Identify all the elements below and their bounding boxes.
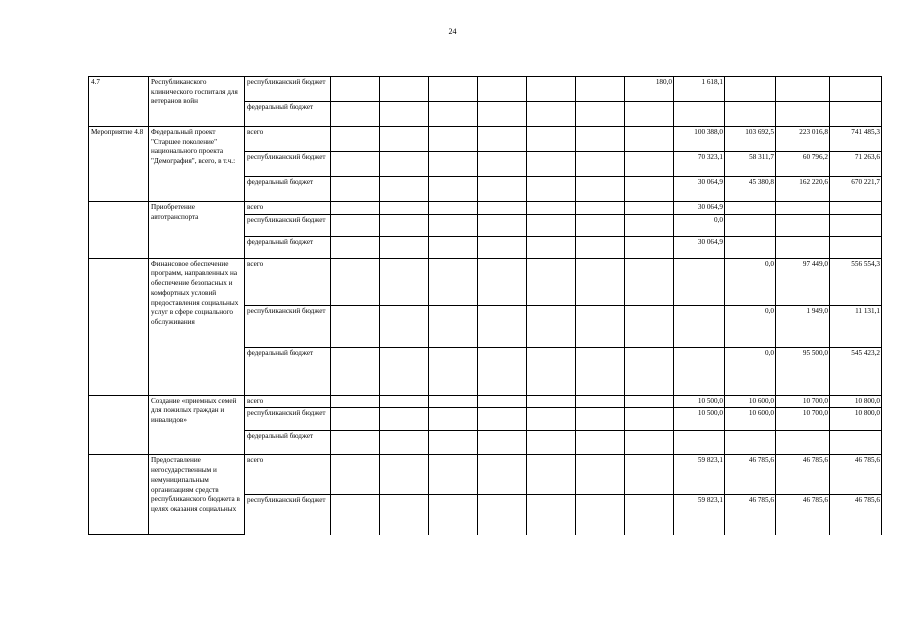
empty-cell <box>429 305 478 347</box>
table-row <box>89 127 882 152</box>
table-row <box>89 395 882 408</box>
empty-cell <box>429 347 478 395</box>
empty-cell <box>478 395 527 408</box>
amount-cell <box>625 495 674 535</box>
amount-cell <box>674 258 725 305</box>
amount-cell <box>625 408 674 431</box>
empty-cell <box>576 214 625 236</box>
empty-cell <box>478 202 527 215</box>
empty-cell <box>331 102 380 127</box>
row-number-cell <box>89 258 149 395</box>
amount-cell: 556 554,3 <box>830 258 882 305</box>
amount-cell <box>830 77 882 102</box>
amount-cell: 103 692,5 <box>725 127 776 152</box>
row-number-cell: 4.7 <box>89 77 149 127</box>
amount-cell: 545 423,2 <box>830 347 882 395</box>
amount-cell: 46 785,6 <box>725 495 776 535</box>
amount-cell: 59 823,1 <box>674 455 725 495</box>
amount-cell <box>725 236 776 258</box>
amount-cell <box>776 236 830 258</box>
funding-source-cell: федеральный бюджет <box>245 347 331 395</box>
activity-name-cell: Создание «приемных семей для пожилых граждан и инвалидов» <box>149 395 245 455</box>
empty-cell <box>576 77 625 102</box>
empty-cell <box>380 431 429 455</box>
empty-cell <box>331 395 380 408</box>
funding-source-cell: федеральный бюджет <box>245 431 331 455</box>
empty-cell <box>380 236 429 258</box>
amount-cell <box>625 236 674 258</box>
empty-cell <box>478 214 527 236</box>
empty-cell <box>331 305 380 347</box>
empty-cell <box>429 495 478 535</box>
amount-cell: 97 449,0 <box>776 258 830 305</box>
empty-cell <box>429 258 478 305</box>
empty-cell <box>429 408 478 431</box>
empty-cell <box>429 395 478 408</box>
amount-cell: 10 600,0 <box>725 395 776 408</box>
funding-source-cell: всего <box>245 395 331 408</box>
empty-cell <box>331 408 380 431</box>
empty-cell <box>576 202 625 215</box>
amount-cell: 0,0 <box>725 347 776 395</box>
empty-cell <box>527 455 576 495</box>
amount-cell <box>725 214 776 236</box>
empty-cell <box>478 258 527 305</box>
empty-cell <box>478 177 527 202</box>
amount-cell <box>625 305 674 347</box>
empty-cell <box>478 77 527 102</box>
activity-name-cell: Федеральный проект "Старшее поколение" национального проекта "Демография", всего, в т.ч.: <box>149 127 245 202</box>
empty-cell <box>478 152 527 177</box>
amount-cell: 70 323,1 <box>674 152 725 177</box>
empty-cell <box>380 214 429 236</box>
empty-cell <box>429 236 478 258</box>
empty-cell <box>380 347 429 395</box>
funding-source-cell: федеральный бюджет <box>245 177 331 202</box>
amount-cell: 30 064,9 <box>674 236 725 258</box>
empty-cell <box>576 455 625 495</box>
empty-cell <box>576 395 625 408</box>
empty-cell <box>380 495 429 535</box>
empty-cell <box>527 431 576 455</box>
empty-cell <box>380 395 429 408</box>
empty-cell <box>380 77 429 102</box>
activity-name-cell: Республиканского клинического госпиталя для ветеранов войн <box>149 77 245 127</box>
empty-cell <box>576 127 625 152</box>
amount-cell <box>776 214 830 236</box>
amount-cell <box>625 258 674 305</box>
empty-cell <box>576 431 625 455</box>
empty-cell <box>527 408 576 431</box>
empty-cell <box>331 431 380 455</box>
table-row <box>89 202 882 215</box>
amount-cell: 162 220,6 <box>776 177 830 202</box>
amount-cell: 46 785,6 <box>776 495 830 535</box>
empty-cell <box>380 177 429 202</box>
amount-cell <box>625 202 674 215</box>
amount-cell <box>625 127 674 152</box>
amount-cell: 670 221,7 <box>830 177 882 202</box>
funding-source-cell: республиканский бюджет <box>245 408 331 431</box>
empty-cell <box>331 202 380 215</box>
amount-cell: 46 785,6 <box>725 455 776 495</box>
amount-cell: 46 785,6 <box>830 455 882 495</box>
amount-cell <box>830 236 882 258</box>
amount-cell <box>674 102 725 127</box>
empty-cell <box>429 177 478 202</box>
row-number-cell: Мероприятие 4.8 <box>89 127 149 202</box>
amount-cell: 10 700,0 <box>776 395 830 408</box>
empty-cell <box>576 152 625 177</box>
amount-cell <box>625 177 674 202</box>
amount-cell: 10 800,0 <box>830 395 882 408</box>
empty-cell <box>331 152 380 177</box>
amount-cell <box>776 431 830 455</box>
empty-cell <box>478 305 527 347</box>
amount-cell <box>674 305 725 347</box>
empty-cell <box>331 258 380 305</box>
empty-cell <box>331 347 380 395</box>
amount-cell <box>625 152 674 177</box>
empty-cell <box>576 305 625 347</box>
amount-cell: 0,0 <box>725 258 776 305</box>
activity-name-cell: Предоставление негосударственным и немуниципальным организациям средств республиканского бюджета в целях оказания социальных <box>149 455 245 535</box>
empty-cell <box>576 408 625 431</box>
amount-cell: 10 500,0 <box>674 395 725 408</box>
amount-cell: 1 949,0 <box>776 305 830 347</box>
empty-cell <box>478 127 527 152</box>
amount-cell: 59 823,1 <box>674 495 725 535</box>
empty-cell <box>380 202 429 215</box>
empty-cell <box>527 347 576 395</box>
amount-cell <box>725 431 776 455</box>
row-number-cell <box>89 455 149 535</box>
amount-cell <box>830 102 882 127</box>
amount-cell: 10 500,0 <box>674 408 725 431</box>
empty-cell <box>478 455 527 495</box>
empty-cell <box>527 214 576 236</box>
empty-cell <box>576 177 625 202</box>
funding-source-cell: республиканский бюджет <box>245 495 331 535</box>
amount-cell <box>674 431 725 455</box>
empty-cell <box>331 77 380 102</box>
empty-cell <box>527 258 576 305</box>
amount-cell <box>725 102 776 127</box>
empty-cell <box>576 258 625 305</box>
amount-cell <box>625 214 674 236</box>
empty-cell <box>429 214 478 236</box>
empty-cell <box>527 177 576 202</box>
amount-cell <box>725 77 776 102</box>
funding-source-cell: федеральный бюджет <box>245 102 331 127</box>
empty-cell <box>331 127 380 152</box>
empty-cell <box>429 152 478 177</box>
empty-cell <box>429 102 478 127</box>
amount-cell <box>776 202 830 215</box>
amount-cell <box>625 395 674 408</box>
empty-cell <box>429 127 478 152</box>
amount-cell <box>725 202 776 215</box>
amount-cell: 223 016,8 <box>776 127 830 152</box>
empty-cell <box>527 305 576 347</box>
amount-cell: 45 380,8 <box>725 177 776 202</box>
empty-cell <box>380 305 429 347</box>
empty-cell <box>527 236 576 258</box>
amount-cell <box>625 455 674 495</box>
amount-cell: 100 388,0 <box>674 127 725 152</box>
empty-cell <box>527 77 576 102</box>
amount-cell <box>776 77 830 102</box>
empty-cell <box>527 495 576 535</box>
amount-cell: 10 800,0 <box>830 408 882 431</box>
funding-source-cell: республиканский бюджет <box>245 152 331 177</box>
empty-cell <box>478 347 527 395</box>
empty-cell <box>331 214 380 236</box>
empty-cell <box>380 408 429 431</box>
empty-cell <box>380 258 429 305</box>
amount-cell <box>625 431 674 455</box>
amount-cell <box>625 347 674 395</box>
amount-cell: 10 600,0 <box>725 408 776 431</box>
amount-cell: 0,0 <box>674 214 725 236</box>
empty-cell <box>331 455 380 495</box>
amount-cell: 11 131,1 <box>830 305 882 347</box>
funding-source-cell: всего <box>245 455 331 495</box>
empty-cell <box>576 495 625 535</box>
empty-cell <box>478 431 527 455</box>
empty-cell <box>576 347 625 395</box>
empty-cell <box>576 236 625 258</box>
amount-cell: 180,0 <box>625 77 674 102</box>
empty-cell <box>380 127 429 152</box>
empty-cell <box>380 102 429 127</box>
empty-cell <box>527 127 576 152</box>
activity-name-cell: Финансовое обеспечение программ, направленных на обеспечение безопасных и комфортных условий предоставления социальных услуг в сфере социального обслуживания <box>149 258 245 395</box>
row-number-cell <box>89 202 149 259</box>
amount-cell <box>776 102 830 127</box>
amount-cell <box>674 347 725 395</box>
amount-cell: 10 700,0 <box>776 408 830 431</box>
amount-cell: 30 064,9 <box>674 202 725 215</box>
table-row <box>89 77 882 102</box>
empty-cell <box>429 431 478 455</box>
empty-cell <box>331 236 380 258</box>
funding-source-cell: федеральный бюджет <box>245 236 331 258</box>
budget-table <box>88 76 882 535</box>
funding-source-cell: республиканский бюджет <box>245 77 331 102</box>
amount-cell: 46 785,6 <box>830 495 882 535</box>
empty-cell <box>478 495 527 535</box>
amount-cell <box>830 214 882 236</box>
amount-cell: 30 064,9 <box>674 177 725 202</box>
empty-cell <box>527 152 576 177</box>
empty-cell <box>331 177 380 202</box>
amount-cell: 1 618,1 <box>674 77 725 102</box>
row-number-cell <box>89 395 149 455</box>
empty-cell <box>429 455 478 495</box>
empty-cell <box>576 102 625 127</box>
empty-cell <box>331 495 380 535</box>
amount-cell: 0,0 <box>725 305 776 347</box>
empty-cell <box>478 102 527 127</box>
page-number: 24 <box>448 27 457 36</box>
amount-cell <box>625 102 674 127</box>
empty-cell <box>380 152 429 177</box>
amount-cell: 741 485,3 <box>830 127 882 152</box>
funding-source-cell: республиканский бюджет <box>245 305 331 347</box>
funding-source-cell: республиканский бюджет <box>245 214 331 236</box>
empty-cell <box>429 202 478 215</box>
amount-cell: 60 796,2 <box>776 152 830 177</box>
funding-source-cell: всего <box>245 202 331 215</box>
amount-cell <box>830 202 882 215</box>
empty-cell <box>429 77 478 102</box>
amount-cell: 58 311,7 <box>725 152 776 177</box>
amount-cell: 71 263,6 <box>830 152 882 177</box>
activity-name-cell: Приобретение автотранспорта <box>149 202 245 259</box>
table-row <box>89 258 882 305</box>
amount-cell: 46 785,6 <box>776 455 830 495</box>
funding-source-cell: всего <box>245 258 331 305</box>
empty-cell <box>380 455 429 495</box>
amount-cell: 95 500,0 <box>776 347 830 395</box>
empty-cell <box>527 202 576 215</box>
empty-cell <box>478 236 527 258</box>
funding-source-cell: всего <box>245 127 331 152</box>
empty-cell <box>527 102 576 127</box>
empty-cell <box>527 395 576 408</box>
table-row <box>89 455 882 495</box>
empty-cell <box>478 408 527 431</box>
amount-cell <box>830 431 882 455</box>
